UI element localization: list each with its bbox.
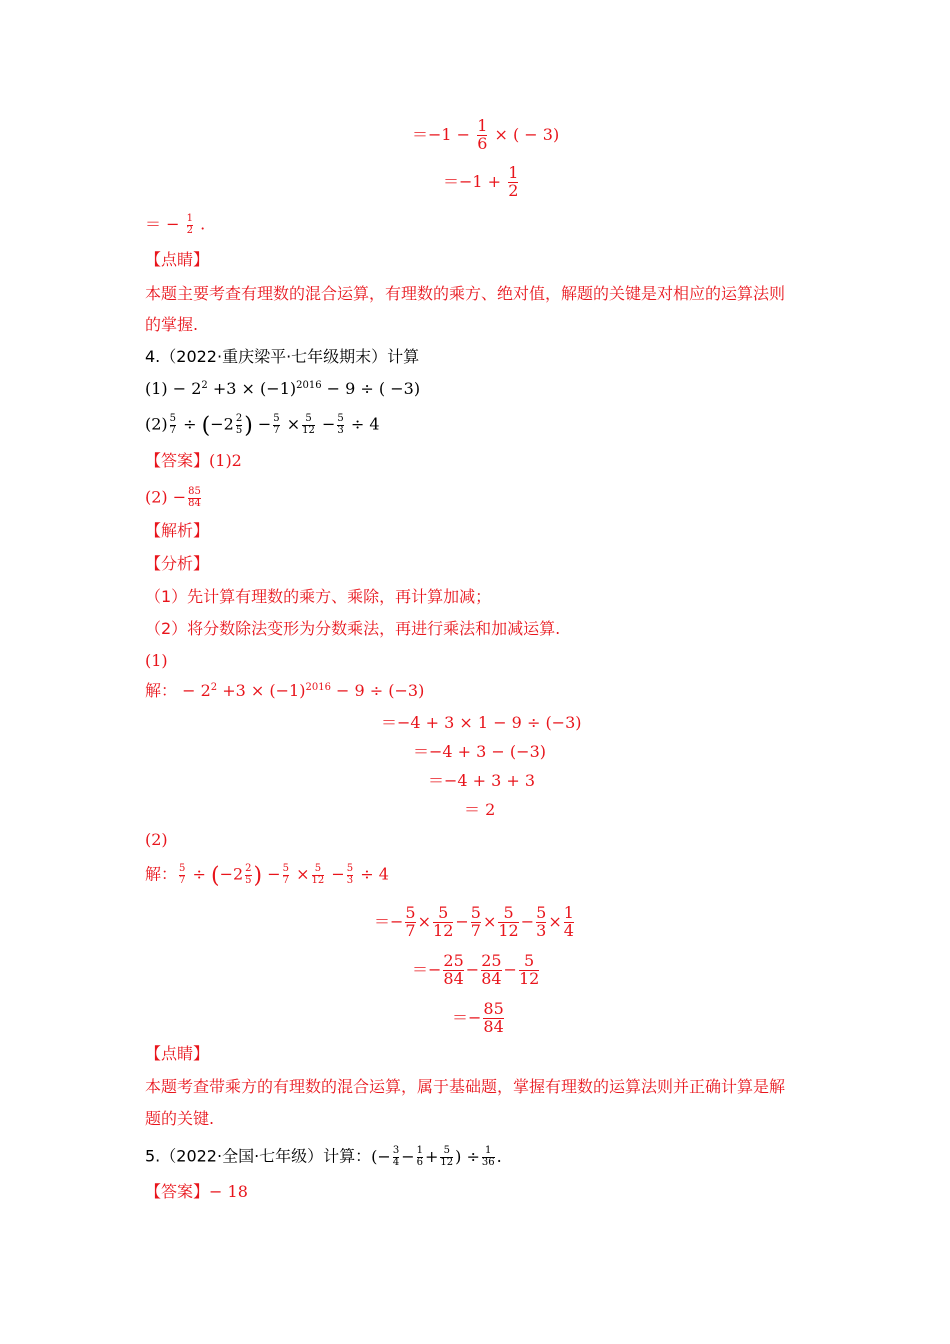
solution-step-3: ＝ − $\frac{1}{2}$ . [145,213,206,236]
analysis-heading: 【解析】 [145,521,210,540]
fenxi-line: （2）将分数除法变形为分数乘法，再进行乘法和加减运算. [145,619,561,638]
solution-step: ＝ 2 [464,800,496,819]
remark-heading: 【点睛】 [145,250,210,269]
fraction: $\frac{1}{2}$ [508,163,519,200]
fraction: $\frac{1}{6}$ [477,116,488,153]
remark-line: 本题考查带乘方的有理数的混合运算，属于基础题，掌握有理数的运算法则并正确计算是解 [145,1077,786,1096]
answer: 【答案】(1)2 [145,451,242,470]
fraction: $\frac{1}{2}$ [186,213,193,236]
question-title: 5.（2022·全国·七年级）计算：(− $\frac{3}{4}$ − $\frac{1}{6}$ + $\frac{5}{12}$ ) ÷ $\frac{1}{36}$ . [145,1145,502,1168]
solution-intro: 解： $\frac{5}{7}$ ÷ (−2 $\frac{2}{5}$ ) − $\frac{5}{7}$ × $\frac{5}{12}$ − $\frac{5}{3}$ ÷ 4 [145,863,389,889]
solution-label: (1) [145,651,168,670]
question-part-1: $(1) - 2^2 +3 \times (-1)^{2016} - 9$ ÷ ( −3) [145,379,421,398]
fenxi-line: （1）先计算有理数的乘方、乘除，再计算加减； [145,587,492,606]
fenxi-heading: 【分析】 [145,554,210,573]
remark-heading: 【点睛】 [145,1044,210,1063]
solution-step: ＝−4 + 3 − (−3) [413,742,546,761]
solution-step-2: ＝−1 + $\frac{1}{2}$ [443,163,519,200]
remark-line: 的掌握. [145,315,199,334]
answer-part-2: (2) − $\frac{85}{84}$ [145,486,201,509]
remark-line: 本题主要考查有理数的混合运算，有理数的乘方、绝对值，解题的关键是对相应的运算法则 [145,284,786,303]
solution-step: ＝− $\frac{85}{84}$ [452,999,504,1036]
solution-step: ＝− $\frac{5}{7}$ × $\frac{5}{12}$ − $\frac{5}{7}$ × $\frac{5}{12}$ − $\frac{5}{3}$ × $\frac{1}{4}$ [374,903,574,940]
solution-step: ＝−4 + 3 × 1 − 9 ÷ (−3) [381,713,582,732]
solution-intro: 解： − $2^2 +3 \times (-1)^{2016} - 9 \div (-3)$ [145,681,425,700]
question-part-2: (2) $\frac{5}{7}$ ÷ (−2 $\frac{2}{5}$ ) − $\frac{5}{7}$ × $\frac{5}{12}$ − $\frac{5}{3}$ ÷ 4 [145,413,380,439]
answer: 【答案】− 18 [145,1182,248,1201]
solution-step: ＝− $\frac{25}{84}$ − $\frac{25}{84}$ − $\frac{5}{12}$ [412,951,540,988]
solution-label: (2) [145,830,168,849]
remark-line: 题的关键. [145,1109,215,1128]
question-title: 4.（2022·重庆梁平·七年级期末）计算 [145,347,420,366]
solution-step-1: ＝−1 − $\frac{1}{6}$ × ( − 3) [412,116,560,153]
solution-step: ＝−4 + 3 + 3 [428,771,536,790]
